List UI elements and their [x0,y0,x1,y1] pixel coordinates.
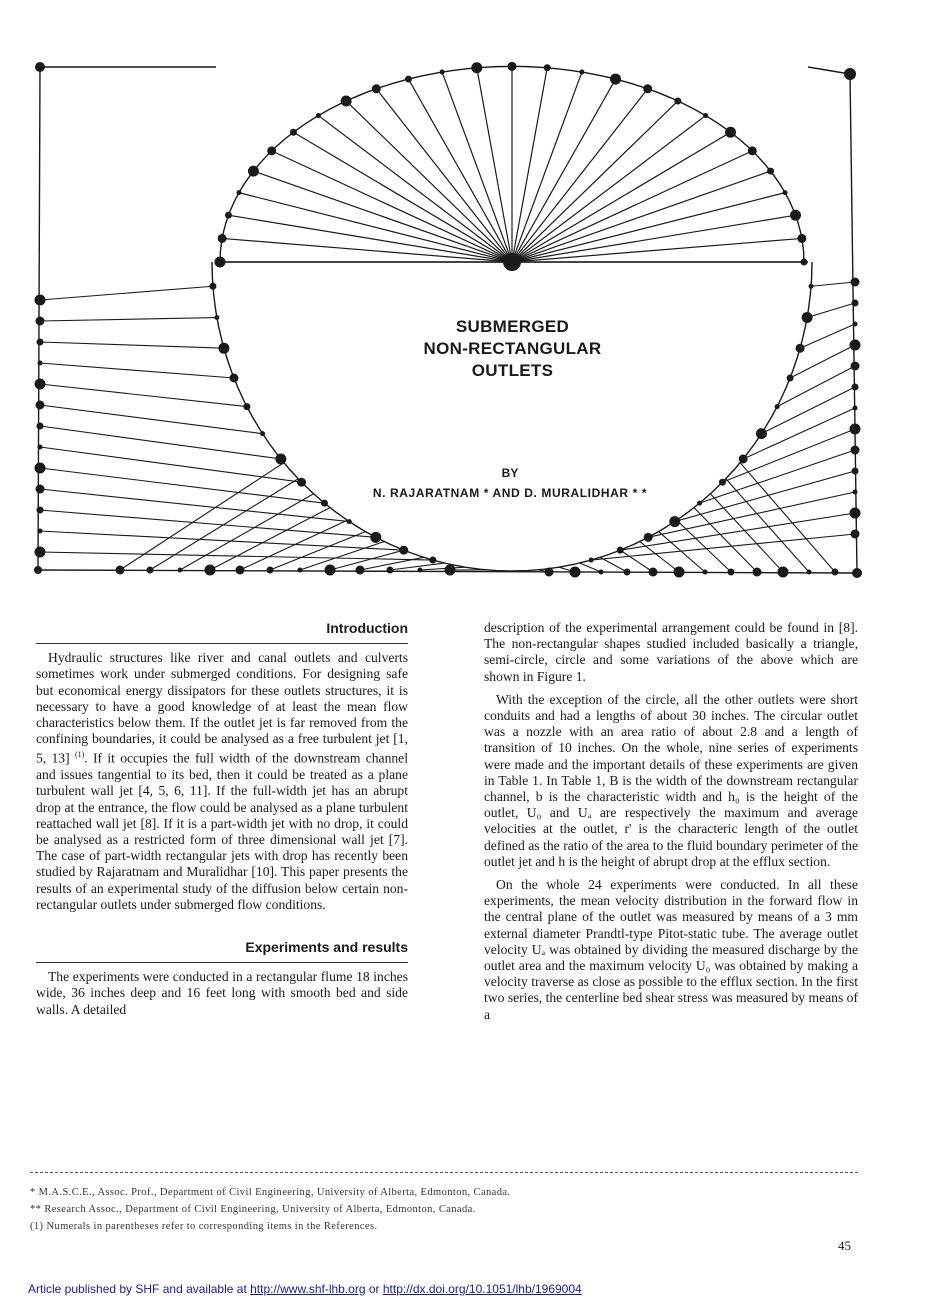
figure-node [728,569,735,576]
figure-ray [580,563,601,572]
figure-node [853,406,858,411]
title-line-3: OUTLETS [471,361,554,380]
figure-node [790,210,801,221]
figure-node [853,322,858,327]
figure-ray [239,193,512,262]
figure-node [116,566,125,575]
figure-node [783,190,788,195]
figure-ray [800,324,855,348]
figure-node [38,361,43,366]
figure-node [35,62,45,72]
figure-ray [777,366,855,407]
figure-ray [40,318,217,321]
figure-node [852,300,859,307]
figure-node [440,70,445,75]
figure-node [797,234,806,243]
figure-node [267,146,276,155]
figure-node [34,566,42,574]
figure-node [852,568,862,578]
figure-node [832,569,839,576]
figure-node [643,84,652,93]
figure-ray [330,550,404,570]
article-title [380,316,645,382]
byline-by: BY [501,466,519,480]
figure-ray [40,384,247,407]
decorative-ray-figure [0,0,930,600]
figure-node [321,500,328,507]
experiments-heading: Experiments and results [36,939,408,963]
figure-node [850,508,861,519]
figure-ray [512,215,796,262]
figure-ray [811,282,855,286]
figure-node [844,68,856,80]
figure-ray [807,303,855,318]
footnote-3: (1) Numerals in parentheses refer to corresponding items in the References. [30,1221,378,1232]
figure-node [445,565,456,576]
figure-ray [40,405,263,434]
figure-node [544,64,551,71]
figure-node [674,567,685,578]
figure-node [225,212,232,219]
figure-node [719,479,726,486]
figure-node [290,129,297,136]
figure-node [35,547,46,558]
figure-node [341,95,352,106]
figure-node [405,76,412,83]
figure-node [809,284,814,289]
page-number: 45 [838,1238,851,1253]
figure-node [35,295,46,306]
figure-outline [212,262,812,571]
byline-authors: N. RAJARATNAM * AND D. MURALIDHAR * * [372,486,648,500]
figure-node [37,339,44,346]
right-paragraph-3: On the whole 24 experiments were conducted. In all these experiments, the mean velocity distribution in the forward flow in the central plane of the outlet was measured by means of a 3 mm external diameter Prandtl-type Pitot-static tube. The average outlet velocity Uₐ was obtained by dividing the measured discharge by the outlet area and the maximum velocity U₀ was obtained by making a velocity traverse as close as possible to the efflux section. In the first two series, the centerline bed shear stress was measured by means of a [484,877,858,1022]
figure-ray [120,463,284,570]
figure-ray [677,520,731,572]
figure-node [35,379,46,390]
figure-ray [228,215,512,262]
figure-node [753,568,762,577]
figure-ray [512,72,582,262]
figure-ray [180,494,314,570]
figure-node [579,70,584,75]
figure-ray [600,557,627,572]
figure-ray [512,193,785,262]
figure-node [851,278,860,287]
right-column [484,620,858,1030]
figure-node [674,97,681,104]
figure-ray [40,531,404,550]
doi-link[interactable]: http://dx.doi.org/10.1051/lhb/1969004 [382,1282,582,1296]
figure-node [802,312,813,323]
figure-node [852,468,859,475]
figure-node [260,431,265,436]
figure-ray [40,286,213,300]
right-paragraph-2: With the exception of the circle, all the other outlets were short conduits and had a lengths of about 30 inches. The circular outlet was a nozzle with an area ratio of about 2.8 and a length of transition of 10 inches. On the whole, nine series of experiments were made and the important details of these experiments are given in Table 1. In Table 1, B is the width of the downstream rectangular channel, b is the characteristic width and h₀ is the height of the outlet, U₀ and Uₐ are respectively the maximum and average velocities at the outlet, r' is the characteric length of the outlet defined as the ratio of the area to the fluid boundary perimeter of the outlet jet and h is the height of abrupt drop at the efflux section. [484,691,858,869]
figure-node [36,485,45,494]
figure-node [218,343,229,354]
figure-ray [700,450,855,503]
figure-node [570,567,581,578]
figure-node [703,570,708,575]
figure-node [624,569,631,576]
figure-ray [408,79,512,262]
figure-node [775,404,780,409]
figure-ray [694,508,757,572]
figure-ray [620,550,653,572]
figure-node [178,568,183,573]
figure-node [37,507,44,514]
title-line-2: NON-RECTANGULAR [423,339,602,358]
figure-node [697,501,702,506]
experiments-paragraph: The experiments were conducted in a rectangular flume 18 inches wide, 36 inches deep and 16 feet long with smooth bed and side walls. A detailed [36,969,408,1017]
figure-node [387,567,394,574]
figure-node [599,570,604,575]
figure-node [853,490,858,495]
figure-node [739,454,748,463]
footnote-1: * M.A.S.C.E., Assoc. Prof., Department of Civil Engineering, University of Alberta, Edmonton, Canada. [30,1187,511,1198]
figure-node [35,463,46,474]
footnote-ref: (1) [74,750,85,760]
figure-node [801,259,808,266]
figure-node [807,570,812,575]
figure-node [325,565,336,576]
shf-link[interactable]: http://www.shf-lhb.org [250,1282,366,1296]
figure-node [748,146,757,155]
figure-node [298,568,303,573]
figure-node [356,566,365,575]
figure-node [767,168,774,175]
figure-node [218,234,227,243]
figure-node [275,453,286,464]
figure-node [851,446,860,455]
figure-node [347,519,352,524]
figure-node [370,532,381,543]
figure-node [214,315,219,320]
figure-node [147,567,154,574]
figure-node [471,62,482,73]
figure-node [36,401,45,410]
left-column [36,620,408,1025]
figure-ray [710,494,783,572]
figure-node [372,84,381,93]
figure-ray [512,79,616,262]
figure-ray [40,468,324,503]
figure-node [756,428,767,439]
figure-node [850,340,861,351]
footnote-2: ** Research Assoc., Department of Civil Engineering, University of Alberta, Edmonton, Canada. [30,1204,476,1215]
figure-node [209,283,216,290]
figure-ray [40,342,224,348]
figure-node [851,362,860,371]
title-line-1: SUBMERGED [455,317,570,336]
figure-ray [620,513,855,550]
introduction-heading: Introduction [36,620,408,644]
figure-node [545,568,554,577]
figure-node [36,317,45,326]
figure-ray [40,363,234,378]
footnote-divider [30,1172,858,1173]
figure-node [725,127,736,138]
figure-node [796,344,805,353]
figure-node [852,384,859,391]
figure-ray [442,72,512,262]
figure-node [644,533,653,542]
figure-node [38,445,43,450]
figure-node [38,529,43,534]
figure-node [508,62,517,71]
figure-ray [740,463,835,572]
figure-node [589,558,594,563]
figure-node [229,374,238,383]
figure-node [205,565,216,576]
figure-node [503,253,521,271]
figure-node [418,568,423,573]
figure-node [37,423,44,430]
figure-node [649,568,658,577]
introduction-paragraph: Hydraulic structures like river and canal outlets and culverts sometimes work under submerged conditions. For designing safe but economical energy dissipators for these outlets structures, it is necessary to have a good knowledge of at least the mean flow characteristics below them. If the outlet jet is far removed from the confining boundaries, it could be analysed as a free turbulent jet [1, 5, 13] $^{(1)}$. If it occupies the full width of the downstream channel and issues tangential to its bed, then it could be treated as a plane turbulent wall jet [4, 5, 6, 11]. If the full-width jet has an abrupt drop at the entrance, the flow could be analysed as a plane turbulent reattached wall jet [8]. If it is a part-width jet with no drop, it could be analysed as a restricted form of three dimensional wall jet [7]. The case of part-width rectangular jets with drop has recently been studied by Rajaratnam and Muralidhar [10]. This paper presents the results of an experimental study of the diffusion below certain non-rectangular outlets under submerged flow conditions. [36,650,408,912]
figure-node [703,113,708,118]
figure-node [429,557,436,564]
right-paragraph-1: description of the experimental arrangement could be found in [8]. The non-rectangular shapes studied included basically a triangle, semi-circle, circle and some variations of the above which are shown in Figure 1. [484,620,858,684]
figure-node [236,566,245,575]
figure-node [787,375,794,382]
footnotes [30,1184,870,1235]
figure-node [267,567,274,574]
figure-node [316,113,321,118]
figure-node [610,74,621,85]
figure-node [236,190,241,195]
figure-node [778,567,789,578]
figure-node [215,257,226,268]
figure-node [850,424,861,435]
figure-node [851,530,860,539]
figure-ray [210,508,330,570]
figure-node [243,403,250,410]
figure-node [248,166,259,177]
figure-ray [726,479,809,572]
publication-banner: Article published by SHF and available at http://www.shf-lhb.org or http://dx.doi.org/10.1051/lhb/1969004 [28,1282,582,1296]
